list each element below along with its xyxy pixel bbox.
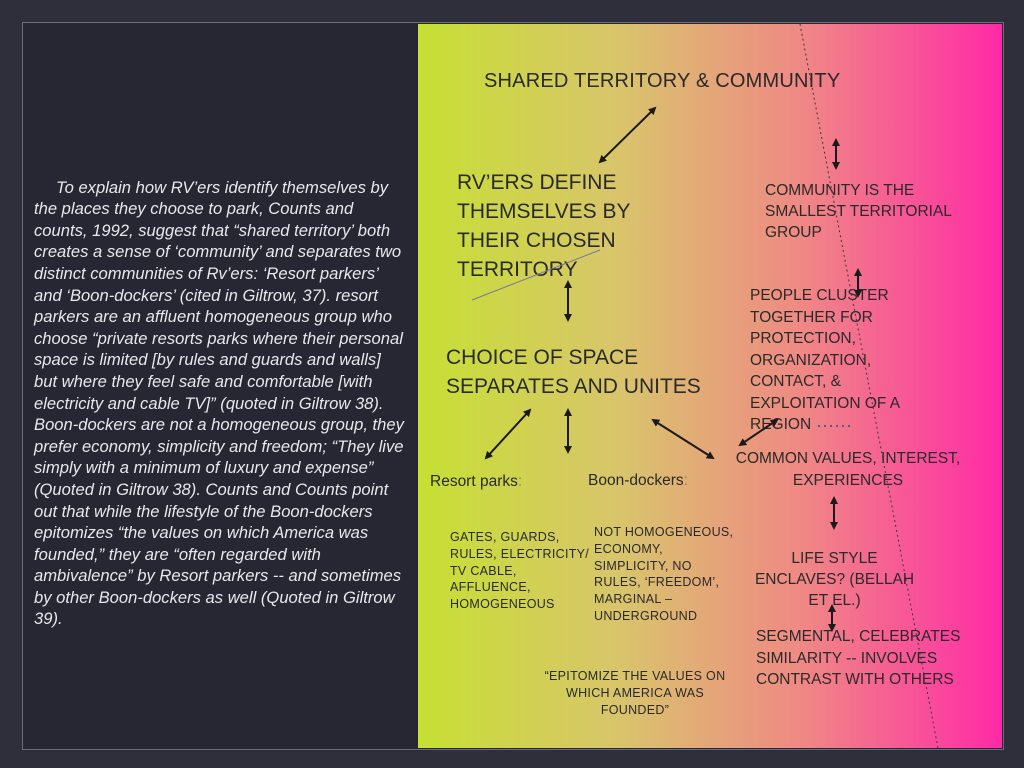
boon-dockers-list: NOT HOMOGENEOUS, ECONOMY, SIMPLICITY, NO RULES, ‘FREEDOM’, MARGINAL – UNDERGROUND	[594, 525, 734, 623]
resort-parks-list: GATES, GUARDS, RULES, ELECTRICITY/ TV CABLE, AFFLUENCE, HOMOGENEOUS	[450, 530, 590, 612]
resort-parks-colon: :	[517, 473, 523, 490]
arrow-title-to-rvers	[600, 108, 655, 162]
common-values-node: COMMON VALUES, INTEREST, EXPERIENCES	[735, 450, 961, 489]
arrow-choice-to-resort	[486, 410, 530, 458]
choice-of-space-node: CHOICE OF SPACE SEPARATES AND UNITES	[446, 346, 701, 398]
segmental-node: SEGMENTAL, CELEBRATES SIMILARITY -- INVOLVES CONTRAST WITH OTHERS	[756, 628, 961, 688]
boon-dockers-label: Boon-dockers	[588, 472, 684, 489]
boon-dockers-colon: :	[683, 472, 688, 489]
epitomize-quote: “EPITOMIZE THE VALUES ON WHICH AMERICA WAS FOUNDED”	[544, 669, 726, 717]
dotted-divider-line	[800, 24, 938, 748]
diagram-title: SHARED TERRITORY & COMMUNITY	[484, 70, 841, 92]
lifestyle-enclaves-node: LIFE STYLE ENCLAVES? (BELLAH ET EL.)	[754, 550, 915, 609]
underline-stroke	[472, 250, 600, 300]
explanation-text: To explain how RV’ers identify themselves by the places they choose to park, Counts and counts, 1992, suggest that “shared territory’ both creates a sense of ‘community’ and separates two distinct communities of Rv’ers: ‘Resort parkers’ and ‘Boon-dockers’ (cited in Giltrow, 37). resort parkers are an affluent homogeneous group who choose “private resorts parks where their personal space is limited [by rules and guards and walls] but where they feel safe and comfortable [with electricity and cable TV]” (quoted in Giltrow 38). Boon-dockers are not a homogeneous group, they prefer economy, simplicity and freedom; “They live simply with a minimum of luxury and expense” (Quoted in Giltrow 38). Counts and Counts point out that while the lifestyle of the Boon-dockers epitomizes “the values on which America was founded,” they are “often regarded with ambivalence” by Resort parkers -- and sometimes by other Boon-dockers as well (Quoted in Giltrow 39).	[34, 177, 404, 629]
rvers-define-node: RV’ERS DEFINE THEMSELVES BY THEIR CHOSEN TERRITORY	[457, 171, 631, 281]
people-cluster-node: PEOPLE CLUSTER TOGETHER FOR PROTECTION, ORGANIZATION, CONTACT, & EXPLOITATION OF A REGION	[750, 287, 900, 433]
arrow-choice-to-common	[653, 420, 713, 458]
resort-parks-label: Resort parks	[430, 473, 518, 490]
arrow-people-to-common	[740, 420, 777, 445]
community-smallest-node: COMMUNITY IS THE SMALLEST TERRITORIAL GROUP	[765, 182, 952, 241]
